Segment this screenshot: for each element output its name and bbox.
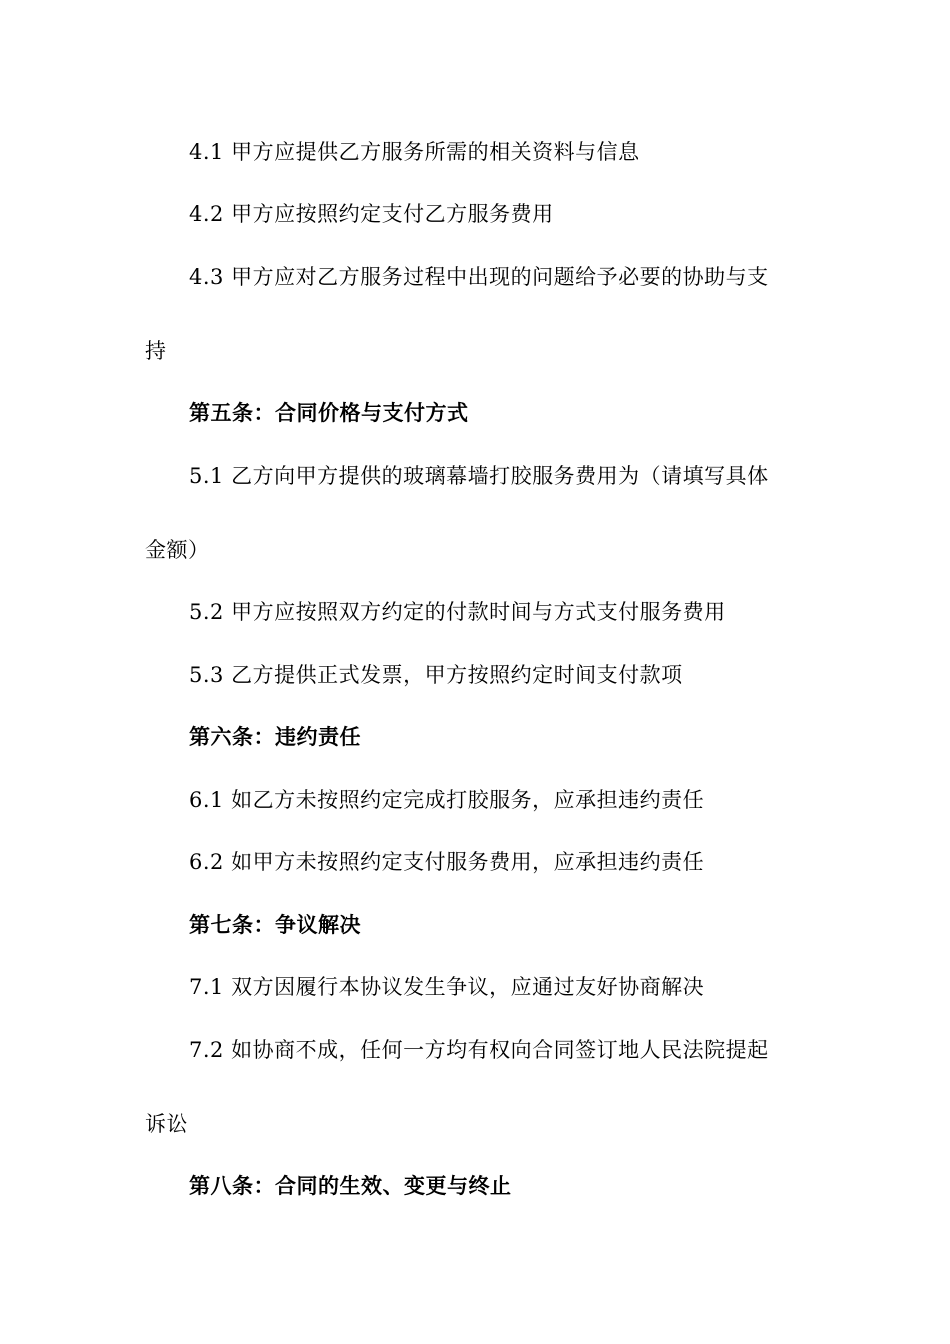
clause-4-3: 4.3 甲方应对乙方服务过程中出现的问题给予必要的协助与支 [189, 265, 769, 289]
clause-7-2: 7.2 如协商不成，任何一方均有权向合同签订地人民法院提起 [189, 1038, 769, 1062]
clause-4-2: 4.2 甲方应按照约定支付乙方服务费用 [189, 202, 554, 226]
article-7-heading: 第七条：争议解决 [189, 913, 361, 937]
article-5-heading: 第五条：合同价格与支付方式 [189, 401, 469, 425]
article-6-heading: 第六条：违约责任 [189, 725, 361, 749]
clause-6-1: 6.1 如乙方未按照约定完成打胶服务，应承担违约责任 [189, 788, 705, 812]
clause-7-2-continuation: 诉讼 [145, 1112, 188, 1136]
clause-6-2: 6.2 如甲方未按照约定支付服务费用，应承担违约责任 [189, 850, 705, 874]
clause-7-1: 7.1 双方因履行本协议发生争议，应通过友好协商解决 [189, 975, 705, 999]
clause-5-2: 5.2 甲方应按照双方约定的付款时间与方式支付服务费用 [189, 600, 726, 624]
clause-5-3: 5.3 乙方提供正式发票，甲方按照约定时间支付款项 [189, 663, 683, 687]
clause-4-3-continuation: 持 [145, 339, 167, 363]
article-8-heading: 第八条：合同的生效、变更与终止 [189, 1174, 512, 1198]
clause-5-1: 5.1 乙方向甲方提供的玻璃幕墙打胶服务费用为（请填写具体 [189, 464, 769, 488]
clause-5-1-continuation: 金额） [145, 538, 210, 562]
clause-4-1: 4.1 甲方应提供乙方服务所需的相关资料与信息 [189, 140, 640, 164]
